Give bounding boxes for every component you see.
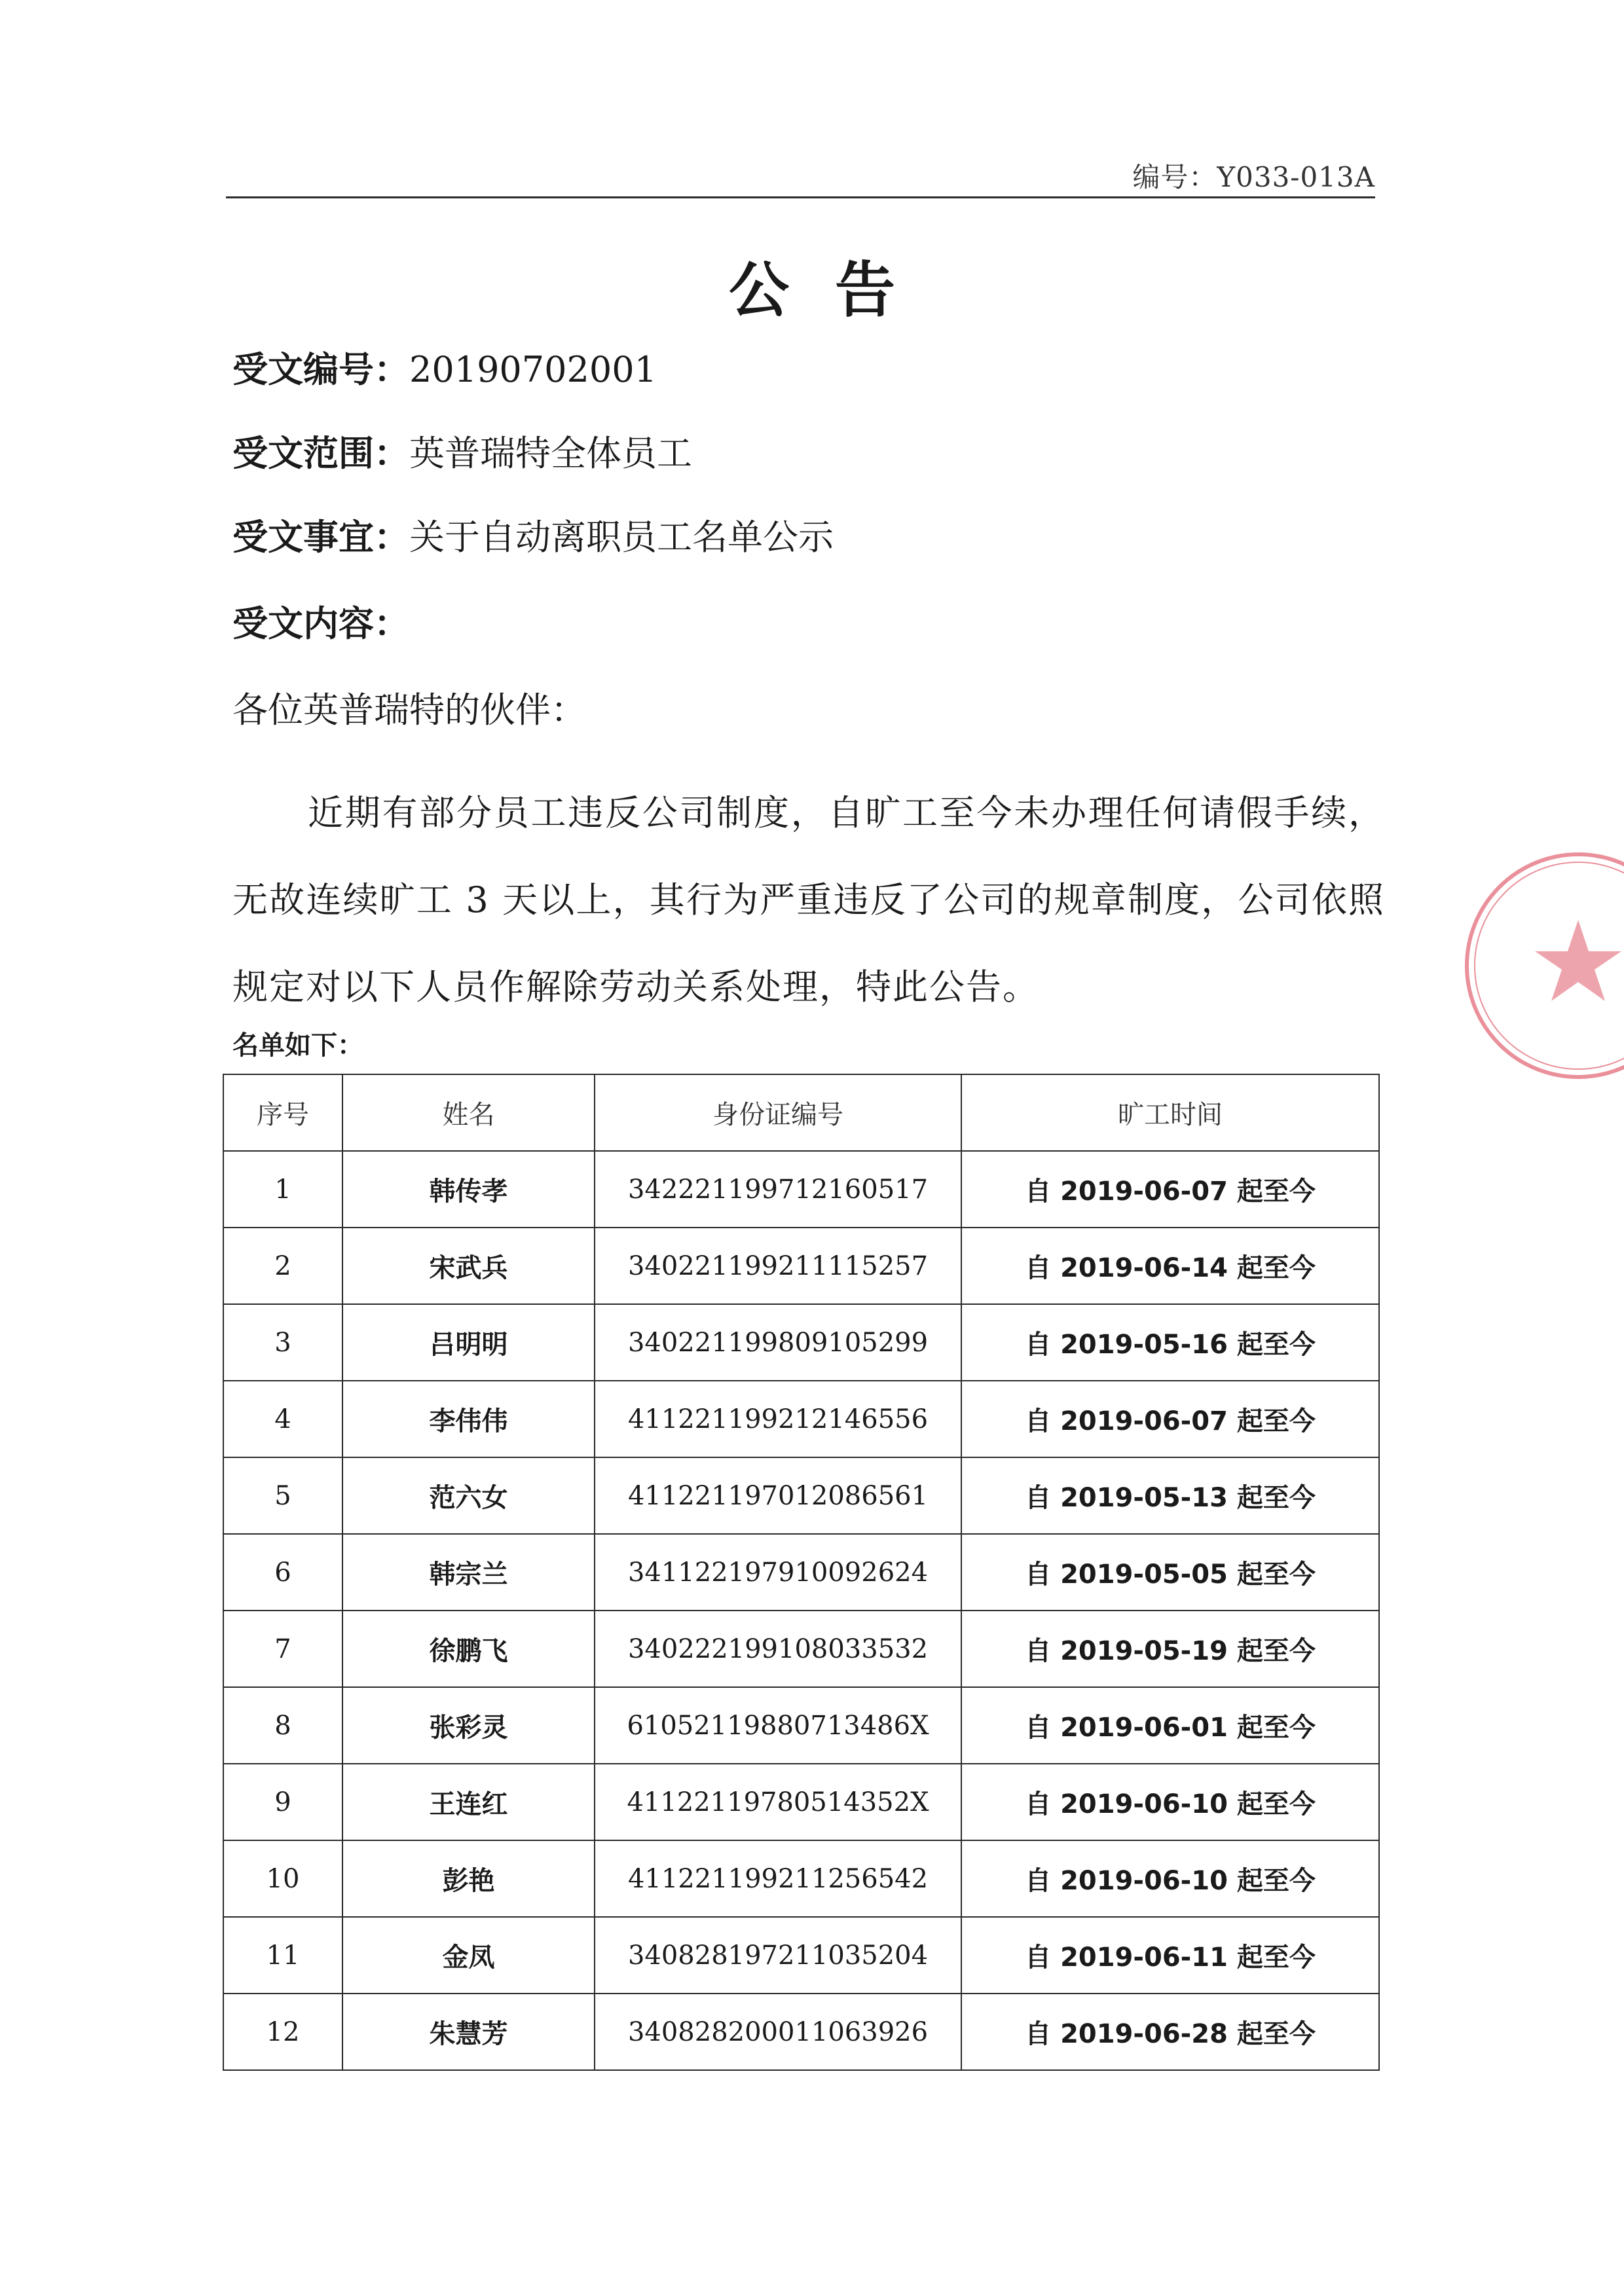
cell-id-number: 41122119780514352X [595, 1764, 961, 1840]
cell-name: 张彩灵 [342, 1687, 595, 1764]
cell-id-number: 340828200011063926 [595, 1994, 961, 2070]
field-subject [232, 515, 834, 560]
cell-index: 7 [223, 1611, 342, 1687]
cell-index: 5 [223, 1457, 342, 1534]
field-value: 关于自动离职员工名单公示 [409, 517, 834, 558]
cell-absence-time: 自 2019-05-19 起至今 [961, 1611, 1379, 1687]
column-header-index: 序号 [223, 1074, 342, 1151]
table-row [223, 1917, 1379, 1994]
table-row [223, 1611, 1379, 1687]
field-doc-number [232, 347, 657, 393]
table-row [223, 1764, 1379, 1840]
cell-absence-time: 自 2019-06-28 起至今 [961, 1994, 1379, 2070]
greeting: 各位英普瑞特的伙伴： [232, 689, 586, 731]
table-row [223, 1381, 1379, 1457]
field-label: 受文事宜： [232, 517, 409, 558]
table-row [223, 1687, 1379, 1764]
cell-index: 3 [223, 1304, 342, 1381]
field-value: 英普瑞特全体员工 [409, 433, 692, 474]
cell-index: 8 [223, 1687, 342, 1764]
cell-id-number: 340221199809105299 [595, 1304, 961, 1381]
column-header-name: 姓名 [342, 1074, 595, 1151]
table-header-row [223, 1074, 1379, 1151]
cell-id-number: 411221199212146556 [595, 1381, 961, 1457]
cell-id-number: 61052119880713486X [595, 1687, 961, 1764]
cell-index: 1 [223, 1151, 342, 1228]
cell-index: 2 [223, 1228, 342, 1304]
cell-index: 9 [223, 1764, 342, 1840]
cell-absence-time: 自 2019-06-10 起至今 [961, 1764, 1379, 1840]
table-row [223, 1304, 1379, 1381]
field-label: 受文范围： [232, 433, 409, 474]
header-divider [226, 196, 1375, 198]
company-seal-icon [1454, 841, 1624, 1090]
cell-absence-time: 自 2019-05-16 起至今 [961, 1304, 1379, 1381]
field-content [232, 601, 409, 647]
field-label: 受文编号： [232, 349, 409, 390]
cell-index: 10 [223, 1840, 342, 1917]
cell-name: 金凤 [342, 1917, 595, 1994]
cell-index: 11 [223, 1917, 342, 1994]
cell-name: 王连红 [342, 1764, 595, 1840]
cell-absence-time: 自 2019-06-07 起至今 [961, 1151, 1379, 1228]
table-row [223, 1840, 1379, 1917]
cell-name: 李伟伟 [342, 1381, 595, 1457]
table-row [223, 1151, 1379, 1228]
body-paragraph: 近期有部分员工违反公司制度，自旷工至今未办理任何请假手续，无故连续旷工 3 天以上，其行为严重违反了公司的规章制度，公司依照规定对以下人员作解除劳动关系处理，特此公告。 [232, 792, 1385, 1008]
cell-id-number: 342221199712160517 [595, 1151, 961, 1228]
field-value: 20190702001 [409, 349, 657, 390]
cell-absence-time: 自 2019-06-10 起至今 [961, 1840, 1379, 1917]
cell-absence-time: 自 2019-06-07 起至今 [961, 1381, 1379, 1457]
cell-name: 朱慧芳 [342, 1994, 595, 2070]
document-code: 编号：Y033-013A [1132, 161, 1375, 193]
cell-id-number: 341122197910092624 [595, 1534, 961, 1611]
cell-absence-time: 自 2019-05-13 起至今 [961, 1457, 1379, 1534]
cell-absence-time: 自 2019-06-11 起至今 [961, 1917, 1379, 1994]
cell-name: 徐鹏飞 [342, 1611, 595, 1687]
employee-table [223, 1074, 1380, 2071]
cell-id-number: 340222199108033532 [595, 1611, 961, 1687]
table-row [223, 1534, 1379, 1611]
cell-name: 宋武兵 [342, 1228, 595, 1304]
table-row [223, 1994, 1379, 2070]
field-label: 受文内容： [232, 603, 409, 644]
cell-name: 吕明明 [342, 1304, 595, 1381]
list-heading: 名单如下： [232, 1030, 363, 1061]
cell-absence-time: 自 2019-06-14 起至今 [961, 1228, 1379, 1304]
page-title: 公告 [728, 255, 941, 325]
cell-index: 4 [223, 1381, 342, 1457]
table-row [223, 1457, 1379, 1534]
column-header-id-number: 身份证编号 [595, 1074, 961, 1151]
cell-name: 彭艳 [342, 1840, 595, 1917]
cell-absence-time: 自 2019-06-01 起至今 [961, 1687, 1379, 1764]
cell-index: 12 [223, 1994, 342, 2070]
cell-id-number: 340828197211035204 [595, 1917, 961, 1994]
cell-id-number: 340221199211115257 [595, 1228, 961, 1304]
table-row [223, 1228, 1379, 1304]
cell-absence-time: 自 2019-05-05 起至今 [961, 1534, 1379, 1611]
cell-name: 范六女 [342, 1457, 595, 1534]
cell-name: 韩宗兰 [342, 1534, 595, 1611]
cell-name: 韩传孝 [342, 1151, 595, 1228]
cell-id-number: 411221197012086561 [595, 1457, 961, 1534]
column-header-absence-time: 旷工时间 [961, 1074, 1379, 1151]
cell-id-number: 411221199211256542 [595, 1840, 961, 1917]
field-scope [232, 431, 692, 477]
cell-index: 6 [223, 1534, 342, 1611]
